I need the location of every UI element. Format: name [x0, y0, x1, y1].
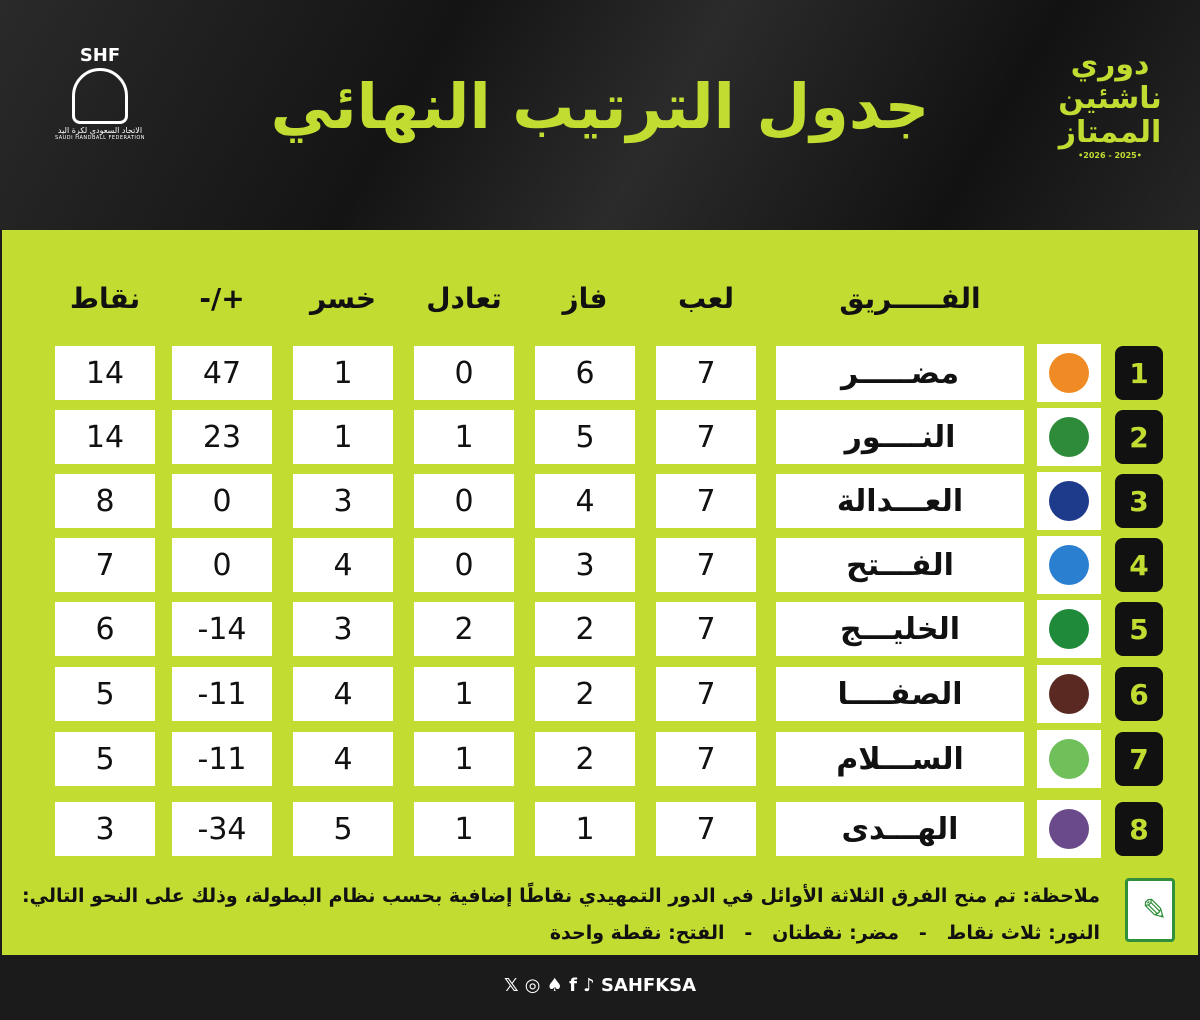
rank-badge: 1	[1115, 346, 1163, 400]
rank-badge: 4	[1115, 538, 1163, 592]
cell-won: 4	[535, 474, 635, 528]
league-line1: دوري	[1070, 47, 1150, 82]
team-name: الفـــتح	[776, 538, 1024, 592]
team-name: الخليـــج	[776, 602, 1024, 656]
team-name: الهـــدى	[776, 802, 1024, 856]
rank-badge: 3	[1115, 474, 1163, 528]
social-handle: SAHFKSA	[600, 975, 697, 996]
cell-played: 7	[656, 802, 756, 856]
league-line2: ناشئين	[1058, 81, 1162, 116]
cell-lost: 3	[293, 474, 393, 528]
cell-draw: 0	[414, 474, 514, 528]
cell-won: 2	[535, 602, 635, 656]
social-icons: 𝕏 ◎ ♠ f ♪	[503, 975, 595, 996]
note	[22, 878, 1100, 952]
cell-draw: 1	[414, 732, 514, 786]
team-logo-icon	[1037, 665, 1101, 723]
team-name: العـــدالة	[776, 474, 1024, 528]
team-name: مضـــــر	[776, 346, 1024, 400]
team-name: النــــور	[776, 410, 1024, 464]
cell-won: 1	[535, 802, 635, 856]
cell-points: 7	[55, 538, 155, 592]
page-title: جدول الترتيب النهائي	[270, 70, 930, 143]
header-diff: +/-	[199, 282, 245, 315]
cell-played: 7	[656, 602, 756, 656]
header-won: فاز	[562, 282, 608, 315]
header-lost: خسر	[309, 282, 377, 315]
cell-diff: -34	[172, 802, 272, 856]
cell-lost: 4	[293, 732, 393, 786]
cell-played: 7	[656, 474, 756, 528]
cell-won: 5	[535, 410, 635, 464]
header-draw: تعادل	[426, 282, 502, 315]
cell-lost: 1	[293, 346, 393, 400]
team-name: الســـلام	[776, 732, 1024, 786]
team-logo-icon	[1037, 472, 1101, 530]
cell-draw: 1	[414, 410, 514, 464]
cell-lost: 3	[293, 602, 393, 656]
team-logo-icon	[1037, 800, 1101, 858]
cell-draw: 0	[414, 346, 514, 400]
league-logo	[1050, 48, 1170, 162]
cell-diff: -14	[172, 602, 272, 656]
cell-diff: 0	[172, 474, 272, 528]
rank-badge: 5	[1115, 602, 1163, 656]
cell-diff: 0	[172, 538, 272, 592]
cell-won: 2	[535, 732, 635, 786]
cell-diff: -11	[172, 732, 272, 786]
cell-draw: 2	[414, 602, 514, 656]
rank-badge: 2	[1115, 410, 1163, 464]
cell-points: 8	[55, 474, 155, 528]
cell-draw: 1	[414, 667, 514, 721]
federation-name-en: SAUDI HANDBALL FEDERATION	[54, 135, 146, 141]
social-footer	[0, 975, 1200, 996]
cell-points: 14	[55, 346, 155, 400]
cell-played: 7	[656, 410, 756, 464]
federation-mark: SHF	[79, 45, 121, 66]
rank-badge: 7	[1115, 732, 1163, 786]
cell-played: 7	[656, 538, 756, 592]
cell-played: 7	[656, 667, 756, 721]
notepad-icon	[1125, 878, 1175, 942]
rank-badge: 8	[1115, 802, 1163, 856]
cell-diff: 23	[172, 410, 272, 464]
team-logo-icon	[1037, 344, 1101, 402]
team-name: الصفــــا	[776, 667, 1024, 721]
cell-lost: 1	[293, 410, 393, 464]
cell-diff: -11	[172, 667, 272, 721]
cell-played: 7	[656, 346, 756, 400]
federation-name-ar: الاتحاد السعودي لكرة اليد	[57, 126, 143, 135]
header-points: نقاط	[69, 282, 141, 315]
cell-points: 5	[55, 667, 155, 721]
cell-lost: 4	[293, 538, 393, 592]
cell-points: 6	[55, 602, 155, 656]
cell-diff: 47	[172, 346, 272, 400]
team-logo-icon	[1037, 600, 1101, 658]
cell-points: 5	[55, 732, 155, 786]
league-season: •2026 - 2025•	[1078, 151, 1142, 160]
cell-lost: 4	[293, 667, 393, 721]
federation-logo	[50, 45, 150, 141]
cell-played: 7	[656, 732, 756, 786]
team-logo-icon	[1037, 730, 1101, 788]
note-line1: ملاحظة: تم منح الفرق الثلاثة الأوائل في الدور التمهيدي نقاطًا إضافية بحسب نظام البطولة، وذلك على النحو التالي:	[22, 885, 1100, 907]
cell-lost: 5	[293, 802, 393, 856]
rank-badge: 6	[1115, 667, 1163, 721]
league-line3: الممتاز	[1058, 115, 1162, 150]
team-logo-icon	[1037, 536, 1101, 594]
cell-won: 6	[535, 346, 635, 400]
cell-won: 2	[535, 667, 635, 721]
header-played: لعب	[678, 282, 734, 315]
note-line2: النور: ثلاث نقاط - مضر: نقطتان - الفتح: نقطة واحدة	[549, 922, 1100, 944]
handball-player-icon	[72, 68, 128, 124]
cell-won: 3	[535, 538, 635, 592]
cell-points: 3	[55, 802, 155, 856]
cell-draw: 1	[414, 802, 514, 856]
cell-points: 14	[55, 410, 155, 464]
header-team: الفـــــريق	[839, 282, 981, 315]
team-logo-icon	[1037, 408, 1101, 466]
header	[0, 0, 1200, 230]
cell-draw: 0	[414, 538, 514, 592]
